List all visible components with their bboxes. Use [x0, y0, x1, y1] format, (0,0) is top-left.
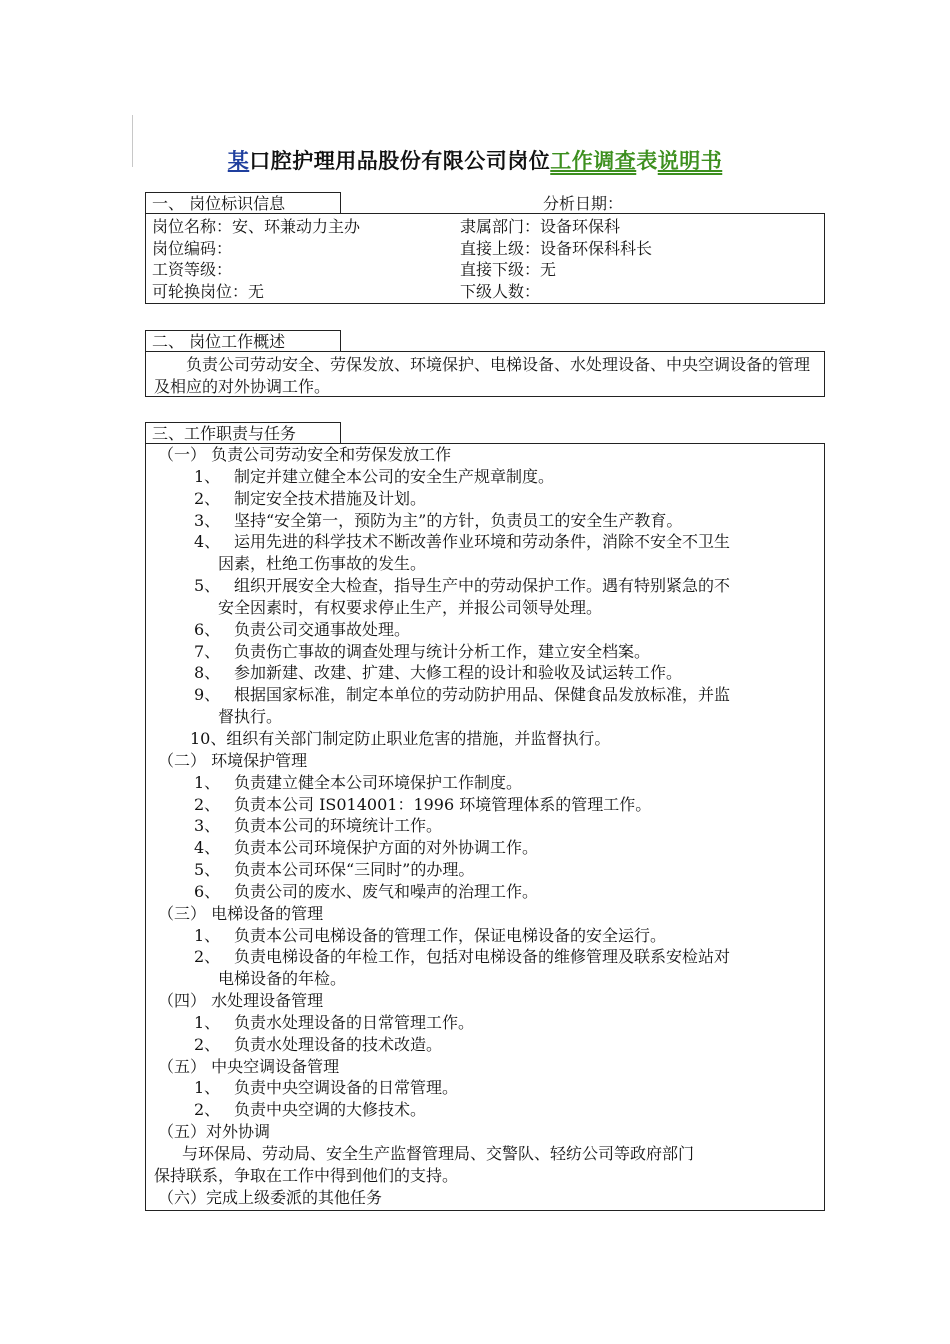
duty-item-number: 9、 — [194, 685, 221, 705]
duty-item — [154, 772, 816, 794]
duty-item-text: 制定安全技术措施及计划。 — [234, 488, 427, 508]
duty-item — [154, 1012, 816, 1034]
info-left-field: 可轮换岗位：无 — [152, 281, 265, 301]
duty-item — [154, 859, 816, 881]
duty-line: 电梯设备的年检。 — [218, 969, 347, 989]
title-part-5: 说明书 — [657, 149, 723, 173]
duty-item-number: 4、 — [194, 532, 221, 552]
duty-item — [154, 531, 816, 553]
duty-item-text: 负责中央空调的大修技术。 — [234, 1100, 427, 1120]
title-part-2: 口腔护理用品股份有限公司岗位 — [249, 149, 551, 173]
duty-item-text: 负责电梯设备的年检工作，包括对电梯设备的维修管理及联系安检站对 — [234, 947, 731, 967]
duty-item-number: 1、 — [194, 1078, 221, 1098]
duty-item — [154, 575, 816, 597]
info-grid — [146, 214, 824, 302]
info-row — [152, 238, 824, 260]
section2-heading: 二、 岗位工作概述 — [145, 330, 341, 351]
duty-item-text: 负责伤亡事故的调查处理与统计分析工作，建立安全档案。 — [234, 641, 651, 661]
duty-item-number: 2、 — [194, 488, 221, 508]
duty-list — [146, 444, 824, 1209]
duty-subheading: （六）完成上级委派的其他任务 — [158, 1187, 383, 1207]
info-left-field: 工资等级： — [152, 260, 233, 280]
duty-line: 10、组织有关部门制定防止职业危害的措施，并监督执行。 — [190, 728, 611, 748]
duty-item — [154, 925, 816, 947]
duty-item-number: 4、 — [194, 838, 221, 858]
info-right-field: 下级人数： — [460, 281, 541, 301]
duty-item-number: 2、 — [194, 1034, 221, 1054]
duty-item-number: 2、 — [194, 794, 221, 814]
duty-item-text: 负责建立健全本公司环境保护工作制度。 — [234, 772, 523, 792]
duty-item-text: 参加新建、改建、扩建、大修工程的设计和验收及试运转工作。 — [234, 663, 683, 683]
duty-item-text: 负责公司的废水、废气和噪声的治理工作。 — [234, 881, 539, 901]
info-left-field: 岗位编码： — [152, 238, 233, 258]
duty-subheading: （一） 负责公司劳动安全和劳保发放工作 — [158, 445, 452, 464]
title-part-1: 某 — [227, 149, 250, 173]
duty-item-number: 2、 — [194, 947, 221, 967]
duty-line: 督执行。 — [218, 707, 283, 727]
duty-item-text: 负责水处理设备的技术改造。 — [234, 1034, 443, 1054]
duty-item-text: 制定并建立健全本公司的安全生产规章制度。 — [234, 466, 555, 486]
duty-item-number: 5、 — [194, 576, 221, 596]
duty-item-text: 负责本公司环保“三同时”的办理。 — [234, 860, 475, 880]
duty-line: 与环保局、劳动局、安全生产监督管理局、交警队、轻纺公司等政府部门 — [182, 1144, 695, 1163]
duty-item — [154, 510, 816, 532]
duty-item-number: 1、 — [194, 466, 221, 486]
duty-subheading: （五）对外协调 — [158, 1122, 271, 1142]
duty-item — [154, 1034, 816, 1056]
info-row — [152, 259, 824, 281]
title-part-4: 表 — [636, 149, 658, 173]
duty-item-text: 负责本公司电梯设备的管理工作，保证电梯设备的安全运行。 — [234, 925, 667, 945]
info-right-field: 隶属部门：设备环保科 — [460, 217, 621, 236]
duty-item-number: 5、 — [194, 860, 221, 880]
duty-item-text: 负责本公司 IS014001：1996 环境管理体系的管理工作。 — [234, 794, 652, 814]
info-right-field: 直接上级：设备环保科科长 — [460, 238, 653, 258]
duty-item — [154, 684, 816, 706]
duty-item — [154, 662, 816, 684]
duty-item-text: 负责水处理设备的日常管理工作。 — [234, 1012, 475, 1032]
duty-subheading: （五） 中央空调设备管理 — [158, 1056, 340, 1076]
section1-box — [145, 213, 825, 304]
duty-item-number: 1、 — [194, 772, 221, 792]
duty-item — [154, 1099, 816, 1121]
section3-heading: 三、工作职责与任务 — [145, 422, 341, 443]
duty-item — [154, 488, 816, 510]
duty-item-number: 1、 — [194, 1012, 221, 1032]
duty-line: 安全因素时，有权要求停止生产，并报公司领导处理。 — [218, 597, 603, 617]
duty-item — [154, 815, 816, 837]
section2-box — [145, 351, 825, 397]
duty-subheading: （三） 电梯设备的管理 — [158, 903, 324, 923]
analysis-date: 分析日期： — [543, 194, 624, 213]
duty-item — [154, 641, 816, 663]
duty-item-text: 运用先进的科学技术不断改善作业环境和劳动条件，消除不安全不卫生 — [234, 532, 731, 552]
overview-text: 负责公司劳动安全、劳保发放、环境保护、电梯设备、水处理设备、中央空调设备的管理及相应的对外协调工作。 — [154, 355, 811, 396]
duty-item-number: 8、 — [194, 663, 221, 683]
info-row — [152, 281, 824, 303]
duty-item — [154, 946, 816, 968]
duty-item-number: 2、 — [194, 1100, 221, 1120]
duty-item-number: 6、 — [194, 619, 221, 639]
duty-item — [154, 881, 816, 903]
duty-item — [154, 466, 816, 488]
section1-heading: 一、 岗位标识信息 — [145, 192, 341, 213]
duty-item-text: 坚持“安全第一，预防为主”的方针，负责员工的安全生产教育。 — [234, 510, 683, 530]
duty-item-text: 负责公司交通事故处理。 — [234, 619, 411, 639]
document-title — [0, 145, 950, 175]
duty-item-number: 7、 — [194, 641, 221, 661]
duty-item-text: 负责中央空调设备的日常管理。 — [234, 1078, 459, 1098]
duty-item — [154, 794, 816, 816]
duty-item — [154, 619, 816, 641]
duty-item — [154, 1077, 816, 1099]
info-row — [152, 216, 824, 238]
duty-item-number: 3、 — [194, 816, 221, 836]
duty-item-text: 根据国家标准，制定本单位的劳动防护用品、保健食品发放标准，并监 — [234, 685, 731, 705]
duty-item-number: 3、 — [194, 510, 221, 530]
duty-item-number: 1、 — [194, 925, 221, 945]
title-part-3: 工作调查 — [550, 149, 637, 173]
section3-box — [145, 443, 825, 1211]
duty-subheading: （二） 环境保护管理 — [158, 750, 308, 770]
duty-item-text: 负责本公司的环境统计工作。 — [234, 816, 443, 836]
info-right-field: 直接下级：无 — [460, 260, 557, 280]
duty-line: 保持联系，争取在工作中得到他们的支持。 — [154, 1165, 459, 1185]
duty-item — [154, 837, 816, 859]
duty-line: 因素，杜绝工伤事故的发生。 — [218, 554, 427, 574]
info-left-field: 岗位名称：安、环兼动力主办 — [152, 217, 361, 236]
duty-item-number: 6、 — [194, 881, 221, 901]
duty-subheading: （四） 水处理设备管理 — [158, 991, 324, 1011]
duty-item-text: 组织开展安全大检查，指导生产中的劳动保护工作。遇有特别紧急的不 — [234, 576, 731, 596]
duty-item-text: 负责本公司环境保护方面的对外协调工作。 — [234, 838, 539, 858]
